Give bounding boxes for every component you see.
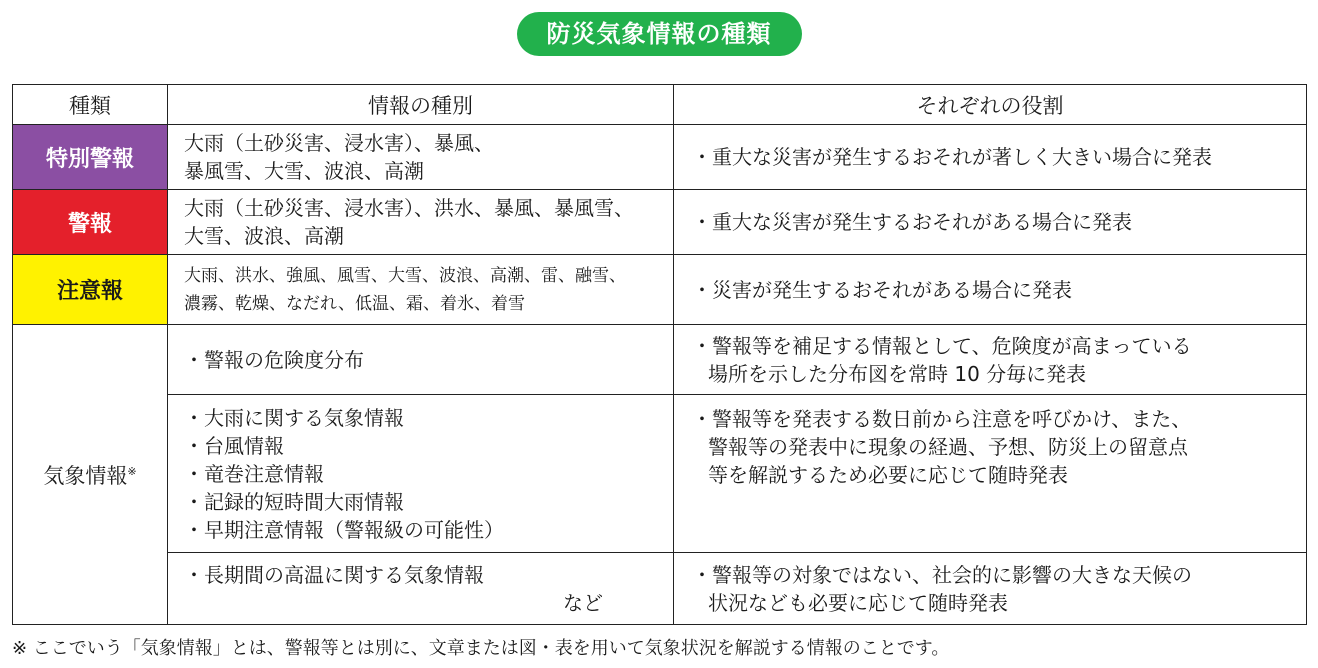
role-line: 状況なども必要に応じて随時発表 [708,590,1008,615]
header-info: 情報の種別 [168,85,674,125]
info-weather-sub2 [168,395,674,553]
type-advisory: 注意報 [13,255,168,325]
info-advisory [168,255,674,325]
role-line: 場所を示した分布図を常時 10 分毎に発表 [708,361,1087,386]
title-container [0,12,1318,56]
role-line: ・警報等を補足する情報として、危険度が高まっている [692,333,1192,358]
info-list-item: ・台風情報 [184,433,284,458]
role-weather-sub3 [674,553,1307,625]
info-weather-sub1: ・警報の危険度分布 [168,325,674,395]
header-row [13,85,1307,125]
role-weather-sub2 [674,395,1307,553]
row-advisory [13,255,1307,325]
role-line: 警報等の発表中に現象の経過、予想、防災上の留意点 [708,435,1188,459]
role-warning: ・重大な災害が発生するおそれがある場合に発表 [674,190,1307,255]
info-list-item: ・竜巻注意情報 [184,461,324,486]
info-line: 大雨（土砂災害、浸水害）、洪水、暴風、暴風雪、 [184,196,634,220]
info-line: 大雨、洪水、強風、風雪、大雪、波浪、高潮、雷、融雪、 [184,265,626,286]
type-weather-info [13,325,168,625]
row-warning [13,190,1307,255]
row-weather-info-2 [13,395,1307,553]
type-weather-info-label: 気象情報 [43,463,128,488]
info-weather-sub3 [168,553,674,625]
type-special-warning: 特別警報 [13,125,168,190]
info-suffix: など [563,590,603,615]
info-list-item: ・記録的短時間大雨情報 [184,489,404,514]
role-advisory: ・災害が発生するおそれがある場合に発表 [674,255,1307,325]
role-line: 等を解説するため必要に応じて随時発表 [708,463,1068,487]
info-line: 大雪、波浪、高潮 [184,224,344,248]
role-special-warning: ・重大な災害が発生するおそれが著しく大きい場合に発表 [674,125,1307,190]
footnote: ※ ここでいう「気象情報」とは、警報等とは別に、文章または図・表を用いて気象状況を解説する情報のことです。 [12,638,950,659]
header-role: それぞれの役割 [674,85,1307,125]
row-weather-info-1 [13,325,1307,395]
page-title: 防災気象情報の種類 [517,12,802,56]
info-line: ・長期間の高温に関する気象情報 [184,562,484,587]
role-weather-sub1 [674,325,1307,395]
info-line: 濃霧、乾燥、なだれ、低温、霜、着氷、着雪 [184,293,526,314]
info-special-warning [168,125,674,190]
type-warning: 警報 [13,190,168,255]
footnote-mark: ※ [127,464,137,478]
row-weather-info-3 [13,553,1307,625]
row-special-warning [13,125,1307,190]
info-list-item: ・早期注意情報（警報級の可能性） [184,517,504,542]
disaster-info-table [12,84,1307,625]
info-warning [168,190,674,255]
info-list-item: ・大雨に関する気象情報 [184,405,404,430]
info-line: 暴風雪、大雪、波浪、高潮 [184,159,424,183]
role-line: ・警報等の対象ではない、社会的に影響の大きな天候の [692,562,1192,587]
info-line: 大雨（土砂災害、浸水害）、暴風、 [184,131,494,155]
role-line: ・警報等を発表する数日前から注意を呼びかけ、また、 [692,407,1192,431]
header-type: 種類 [13,85,168,125]
